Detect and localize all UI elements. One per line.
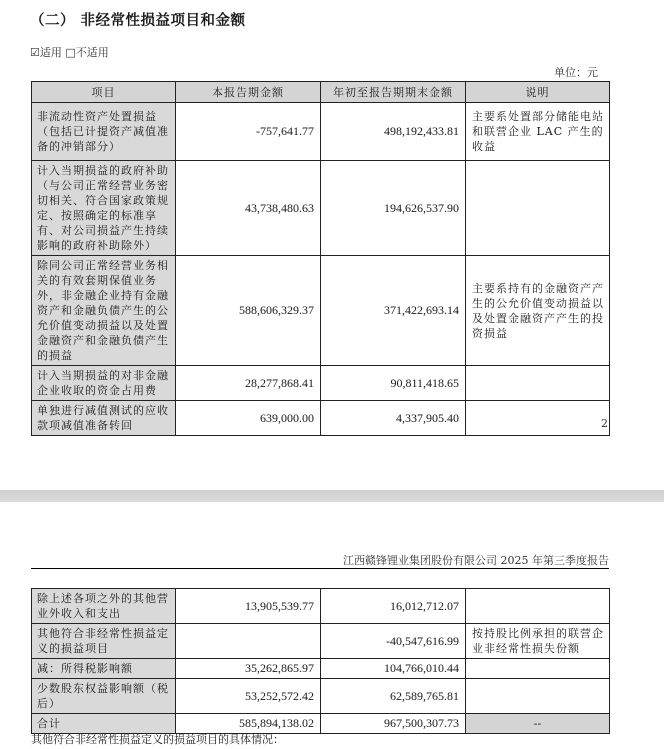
page-separator [0, 490, 664, 502]
row-item: 计入当期损益的政府补助（与公司正常经营业务密切相关、符合国家政策规定、按照确定的标准享有、对公司损益产生持续影响的政府补助除外） [32, 161, 176, 256]
row-current: 588,606,329.37 [176, 256, 321, 366]
non-recurring-gains-table [31, 81, 610, 436]
table-row [32, 589, 610, 624]
non-recurring-gains-table-continued [31, 588, 610, 734]
table-row [32, 161, 610, 256]
row-current: 639,000.00 [176, 401, 321, 436]
header-ytd: 年初至报告期期末金额 [321, 82, 466, 103]
row-note: 主要系持有的金融资产产生的公允价值变动损益以及处置金融资产产生的投资损益 [466, 256, 610, 366]
row-note: 按持股比例承担的联营企业非经常性损失份额 [466, 624, 610, 659]
table-row [32, 256, 610, 366]
row-ytd: 194,626,537.90 [321, 161, 466, 256]
header-note: 说明 [466, 82, 610, 103]
row-item: 除同公司正常经营业务相关的有效套期保值业务外，非金融企业持有金融资产和金融负债产生的公允价值变动损益以及处置金融资产和金融负债产生的损益 [32, 256, 176, 366]
row-note [466, 366, 610, 401]
row-item: 除上述各项之外的其他营业外收入和支出 [32, 589, 176, 624]
row-ytd: 4,337,905.40 [321, 401, 466, 436]
row-current [176, 624, 321, 659]
table-row [32, 103, 610, 161]
header-current-period: 本报告期金额 [176, 82, 321, 103]
applicability-checkbox-line: ☑适用 □不适用 [30, 46, 109, 59]
row-item: 计入当期损益的对非金融企业收取的资金占用费 [32, 366, 176, 401]
row-note: -- [466, 714, 610, 734]
row-ytd: 967,500,307.73 [321, 714, 466, 734]
row-current: 585,894,138.02 [176, 714, 321, 734]
table-row [32, 659, 610, 679]
row-note [466, 401, 610, 436]
row-ytd: 90,811,418.65 [321, 366, 466, 401]
table-row [32, 679, 610, 714]
running-header: 江西赣锋锂业集团股份有限公司 2025 年第三季度报告 [343, 554, 609, 567]
table-row [32, 624, 610, 659]
report-page-2 [0, 502, 664, 749]
header-rule [31, 568, 609, 569]
row-note [466, 161, 610, 256]
row-item: 合计 [32, 714, 176, 734]
footer-note: 其他符合非经常性损益定义的损益项目的具体情况： [31, 733, 284, 746]
table-row [32, 366, 610, 401]
unit-label: 单位：元 [554, 66, 598, 79]
page-number: 2 [601, 417, 608, 430]
table-header-row [32, 82, 610, 103]
row-current: -757,641.77 [176, 103, 321, 161]
row-current: 13,905,539.77 [176, 589, 321, 624]
row-current: 53,252,572.42 [176, 679, 321, 714]
row-item: 少数股东权益影响额（税后） [32, 679, 176, 714]
row-item: 单独进行减值测试的应收款项减值准备转回 [32, 401, 176, 436]
row-current: 43,738,480.63 [176, 161, 321, 256]
row-note [466, 659, 610, 679]
row-item: 减：所得税影响额 [32, 659, 176, 679]
row-ytd: 104,766,010.44 [321, 659, 466, 679]
row-item: 其他符合非经常性损益定义的损益项目 [32, 624, 176, 659]
row-ytd: 16,012,712.07 [321, 589, 466, 624]
row-item: 非流动性资产处置损益（包括已计提资产减值准备的冲销部分） [32, 103, 176, 161]
row-note [466, 679, 610, 714]
row-current: 28,277,868.41 [176, 366, 321, 401]
row-ytd: 498,192,433.81 [321, 103, 466, 161]
row-current: 35,262,865.97 [176, 659, 321, 679]
row-ytd: -40,547,616.99 [321, 624, 466, 659]
header-item: 项目 [32, 82, 176, 103]
row-ytd: 62,589,765.81 [321, 679, 466, 714]
section-title: （二） 非经常性损益项目和金额 [30, 13, 246, 29]
table-row [32, 401, 610, 436]
row-note: 主要系处置部分储能电站和联营企业 LAC 产生的收益 [466, 103, 610, 161]
row-ytd: 371,422,693.14 [321, 256, 466, 366]
row-note [466, 589, 610, 624]
